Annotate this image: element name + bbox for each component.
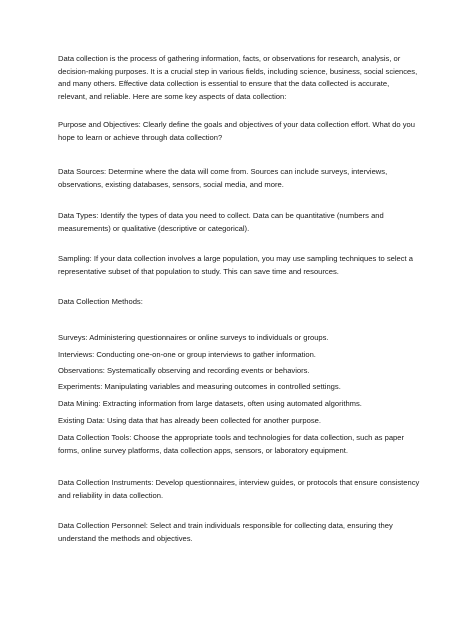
- experiments-item: Experiments: Manipulating variables and measuring outcomes in controlled settings.: [58, 382, 341, 391]
- sampling-paragraph: Sampling: If your data collection involves a large population, you may use sampling techniques to select a representative subset of that population to study. This can save time and resources.: [58, 254, 414, 276]
- existing-data-item: Existing Data: Using data that has already been collected for another purpose.: [58, 416, 321, 425]
- surveys-item: Surveys: Administering questionnaires or online surveys to individuals or groups.: [58, 333, 329, 342]
- interviews-item: Interviews: Conducting one-on-one or group interviews to gather information.: [58, 350, 316, 359]
- methods-heading: Data Collection Methods:: [58, 297, 143, 306]
- intro-paragraph: Data collection is the process of gathering information, facts, or observations for research, analysis, or decision-making purposes. It is a crucial step in various fields, including science, business, social sciences, and many others. Effective data collection is essential to ensure that the data collected is accurate, relevant, and reliable. Here are some key aspects of data collection:: [58, 54, 418, 101]
- data-types-paragraph: Data Types: Identify the types of data you need to collect. Data can be quantitative (numbers and measurements) or qualitative (descriptive or categorical).: [58, 211, 384, 233]
- observations-item: Observations: Systematically observing and recording events or behaviors.: [58, 366, 310, 375]
- instruments-paragraph: Data Collection Instruments: Develop questionnaires, interview guides, or protocols that ensure consistency and reliability in data collection.: [58, 478, 420, 500]
- personnel-paragraph: Data Collection Personnel: Select and train individuals responsible for collecting data, ensuring they understand the methods and objectives.: [58, 521, 393, 543]
- data-mining-item: Data Mining: Extracting information from large datasets, often using automated algorithms.: [58, 399, 362, 408]
- data-sources-paragraph: Data Sources: Determine where the data will come from. Sources can include surveys, interviews, observations, existing databases, sensors, social media, and more.: [58, 167, 388, 189]
- tools-paragraph: Data Collection Tools: Choose the appropriate tools and technologies for data collection, such as paper forms, online survey platforms, data collection apps, sensors, or laboratory equipment.: [58, 433, 405, 455]
- purpose-paragraph: Purpose and Objectives: Clearly define the goals and objectives of your data collection effort. What do you hope to learn or achieve through data collection?: [58, 120, 415, 142]
